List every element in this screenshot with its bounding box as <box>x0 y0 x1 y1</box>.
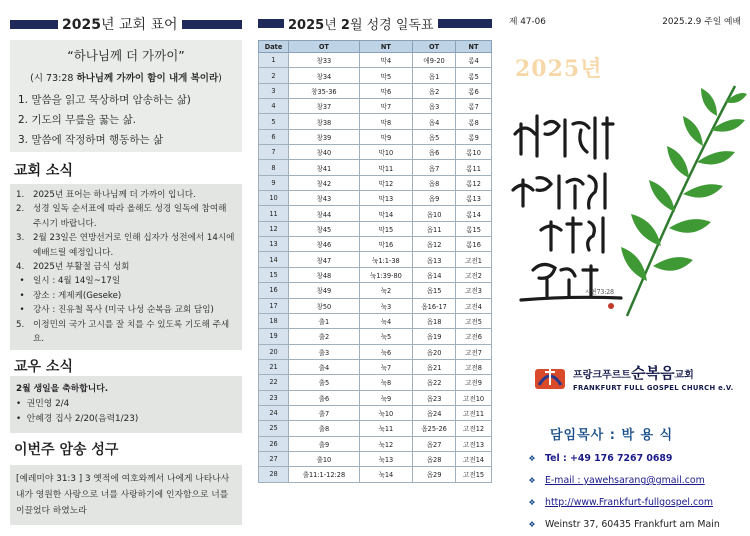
reading-cell: 눅6 <box>359 344 412 359</box>
title-bar-left <box>258 19 284 28</box>
calligraphy-ref: 시편73:28 <box>585 289 614 296</box>
table-row <box>259 252 492 267</box>
date-cell: 26 <box>259 436 289 451</box>
reading-cell: 막8 <box>359 114 412 129</box>
reading-cell: 출1 <box>289 313 360 328</box>
motto-list <box>14 90 238 150</box>
reading-cell: 옵7 <box>413 160 456 175</box>
news-item: • 장소 : 게제케(Geseke) <box>19 290 122 301</box>
table-row <box>259 129 492 144</box>
title-bar-right <box>438 19 492 28</box>
reading-cell: 옵3 <box>413 99 456 114</box>
reading-cell: 고전6 <box>456 329 492 344</box>
issue-date: 2025.2.9 주일 예배 <box>662 17 741 27</box>
date-cell: 25 <box>259 421 289 436</box>
table-row <box>259 283 492 298</box>
table-row <box>259 298 492 313</box>
reading-cell: 옵8 <box>413 175 456 190</box>
reading-cell: 출11:1-12:28 <box>289 467 360 482</box>
reading-cell: 롬5 <box>456 68 492 83</box>
table-row <box>259 467 492 482</box>
reading-cell: 창41 <box>289 160 360 175</box>
memory-verse-box: [예레미야 31:3 ] 3 옛적에 여호와께서 나에게 나타나사 내가 영원한 사랑으로 너를 사랑하기에 인자함으로 너를 이끌었다 하였노라 <box>10 465 242 525</box>
birthday-box <box>10 376 242 433</box>
left-panel <box>10 14 242 525</box>
contact-web[interactable] <box>527 492 720 514</box>
birthday-item: • 안혜경 집사 2/20(음력1/23) <box>16 414 139 425</box>
reading-cell: 막13 <box>359 191 412 206</box>
reading-cell: 고전10 <box>456 390 492 405</box>
reading-cell: 고전13 <box>456 436 492 451</box>
col-header-date: Date <box>259 41 289 53</box>
diamond-bullet-icon: ❖ <box>528 454 536 463</box>
contact-list <box>527 448 720 536</box>
news-title: 교회 소식 <box>14 163 73 179</box>
reading-cell: 옵28 <box>413 451 456 466</box>
date-cell: 27 <box>259 451 289 466</box>
reading-cell: 창43 <box>289 191 360 206</box>
contact-address: ❖ Weinstr 37, 60435 Frankfurt am Main <box>527 514 720 536</box>
reading-cell: 창42 <box>289 175 360 190</box>
date-cell: 9 <box>259 175 289 190</box>
reading-cell: 옵24 <box>413 405 456 420</box>
date-cell: 21 <box>259 359 289 374</box>
reading-cell: 롬9 <box>456 129 492 144</box>
col-header-ot: OT <box>289 41 360 53</box>
reading-cell: 옵5 <box>413 129 456 144</box>
reading-cell: 눅8 <box>359 375 412 390</box>
date-cell: 14 <box>259 252 289 267</box>
reading-cell: 출5 <box>289 375 360 390</box>
reading-cell: 고전8 <box>456 359 492 374</box>
table-row <box>259 451 492 466</box>
reading-cell: 옵14 <box>413 267 456 282</box>
reading-cell: 옵10 <box>413 206 456 221</box>
date-cell: 28 <box>259 467 289 482</box>
table-row <box>259 267 492 282</box>
reading-cell: 옵27 <box>413 436 456 451</box>
reading-cell: 눅13 <box>359 451 412 466</box>
news-box <box>10 184 242 350</box>
reading-cell: 고전14 <box>456 451 492 466</box>
table-row <box>259 206 492 221</box>
col-header-ot2: OT <box>413 41 456 53</box>
reading-cell: 출6 <box>289 390 360 405</box>
reading-cell: 애9-20 <box>413 53 456 68</box>
table-row <box>259 375 492 390</box>
date-cell: 2 <box>259 68 289 83</box>
table-row <box>259 359 492 374</box>
diamond-bullet-icon: ❖ <box>528 520 536 529</box>
date-cell: 18 <box>259 313 289 328</box>
reading-cell: 창40 <box>289 145 360 160</box>
reading-cell: 눅14 <box>359 467 412 482</box>
diamond-bullet-icon: ❖ <box>528 498 536 507</box>
reading-cell: 옵16-17 <box>413 298 456 313</box>
date-cell: 6 <box>259 129 289 144</box>
birthday-item: • 권민영 2/4 <box>16 399 70 410</box>
reading-cell: 고전15 <box>456 467 492 482</box>
reading-cell: 출10 <box>289 451 360 466</box>
date-cell: 20 <box>259 344 289 359</box>
table-row <box>259 421 492 436</box>
news-item: 3. 2월 23일은 연방선거로 인해 십자가 성전에서 14시에 예배드릴 예정입니다. <box>16 233 235 258</box>
reading-cell: 고전3 <box>456 283 492 298</box>
motto-verse: (시 73:28 하나님께 가까이 함이 내게 복이라) <box>30 73 222 84</box>
reading-cell: 막11 <box>359 160 412 175</box>
reading-cell: 눅7 <box>359 359 412 374</box>
reading-cell: 옵6 <box>413 145 456 160</box>
reading-cell: 창34 <box>289 68 360 83</box>
website-link[interactable]: http://www.Frankfurt-fullgospel.com <box>545 497 714 508</box>
date-cell: 19 <box>259 329 289 344</box>
reading-cell: 옵25-26 <box>413 421 456 436</box>
motto-title: 2025년 교회 표어 <box>62 17 178 33</box>
year-badge: 2025년 <box>515 56 603 82</box>
reading-cell: 눅1:39-80 <box>359 267 412 282</box>
date-cell: 11 <box>259 206 289 221</box>
reading-cell: 롬15 <box>456 221 492 236</box>
reading-cell: 막5 <box>359 68 412 83</box>
table-body <box>259 53 492 483</box>
table-row <box>259 99 492 114</box>
motto-item: 3. 말씀에 작정하며 행동하는 삶 <box>18 134 164 146</box>
reading-cell: 눅10 <box>359 405 412 420</box>
reading-cell: 옵23 <box>413 390 456 405</box>
contact-tel: ❖ Tel : +49 176 7267 0689 <box>527 448 720 470</box>
reading-cell: 롬7 <box>456 99 492 114</box>
reading-cell: 고전4 <box>456 298 492 313</box>
col-header-nt: NT <box>359 41 412 53</box>
table-header-row <box>259 41 492 53</box>
reading-cell: 창45 <box>289 221 360 236</box>
reading-cell: 롬16 <box>456 237 492 252</box>
table-row <box>259 68 492 83</box>
news-item: • 강사 : 진유철 목사 (미국 나성 순복음 교회 담임) <box>19 305 214 316</box>
table-row <box>259 405 492 420</box>
reading-cell: 옵2 <box>413 83 456 98</box>
table-row <box>259 390 492 405</box>
date-cell: 1 <box>259 53 289 68</box>
table-row <box>259 145 492 160</box>
reading-cell: 출2 <box>289 329 360 344</box>
motto-title-row <box>10 14 242 34</box>
calligraphy-artwork <box>507 94 627 314</box>
reading-cell: 출3 <box>289 344 360 359</box>
reading-cell: 눅5 <box>359 329 412 344</box>
reading-cell: 옵13 <box>413 252 456 267</box>
motto-box <box>10 40 242 152</box>
reading-cell: 옵29 <box>413 467 456 482</box>
reading-cell: 막9 <box>359 129 412 144</box>
table-row <box>259 191 492 206</box>
date-cell: 16 <box>259 283 289 298</box>
col-header-nt2: NT <box>456 41 492 53</box>
reading-cell: 출4 <box>289 359 360 374</box>
birthday-head: 2월 생일을 축하합니다. <box>16 384 109 395</box>
table-row <box>259 313 492 328</box>
reading-cell: 고전2 <box>456 267 492 282</box>
news-item: • 일시 : 4월 14일~17일 <box>19 276 121 287</box>
reading-cell: 창38 <box>289 114 360 129</box>
reading-plan-table <box>258 40 492 483</box>
reading-plan-title: 2025년 2월 성경 일독표 <box>258 14 492 33</box>
dept-news-title: 교우 소식 <box>14 359 73 376</box>
contact-email[interactable] <box>527 470 720 492</box>
reading-cell: 롬13 <box>456 191 492 206</box>
reading-cell: 막16 <box>359 237 412 252</box>
motto-head: “하나님께 더 가까이” <box>67 48 185 63</box>
church-name: 프랑크푸르트순복음교회 <box>573 364 694 382</box>
reading-cell: 옵12 <box>413 237 456 252</box>
reading-cell: 고전7 <box>456 344 492 359</box>
reading-cell: 옵9 <box>413 191 456 206</box>
table-row <box>259 175 492 190</box>
table-row <box>259 53 492 68</box>
reading-cell: 롬10 <box>456 145 492 160</box>
table-row <box>259 83 492 98</box>
reading-cell: 막12 <box>359 175 412 190</box>
reading-cell: 막6 <box>359 83 412 98</box>
reading-cell: 눅4 <box>359 313 412 328</box>
olive-branch-art <box>617 76 747 326</box>
table-row <box>259 329 492 344</box>
reading-cell: 롬6 <box>456 83 492 98</box>
date-cell: 5 <box>259 114 289 129</box>
table-row <box>259 221 492 236</box>
reading-cell: 창49 <box>289 283 360 298</box>
reading-cell: 창33 <box>289 53 360 68</box>
reading-cell: 롬4 <box>456 53 492 68</box>
date-cell: 17 <box>259 298 289 313</box>
reading-cell: 창44 <box>289 206 360 221</box>
date-cell: 22 <box>259 375 289 390</box>
reading-cell: 고전12 <box>456 421 492 436</box>
reading-cell: 출8 <box>289 421 360 436</box>
reading-cell: 창39 <box>289 129 360 144</box>
reading-cell: 막14 <box>359 206 412 221</box>
reading-cell: 옵19 <box>413 329 456 344</box>
news-item: 2. 성경 일독 순서표에 따라 올해도 성경 일독에 참여해 주시기 바랍니다. <box>16 204 227 229</box>
church-emblem-icon <box>533 363 567 391</box>
news-item: 1. 2025년 표어는 하나님께 더 가까이 입니다. <box>16 190 196 200</box>
date-cell: 4 <box>259 99 289 114</box>
issue-number: 제 47-06 <box>509 17 546 27</box>
reading-cell: 옵4 <box>413 114 456 129</box>
reading-cell: 눅1:1-38 <box>359 252 412 267</box>
reading-plan-panel <box>258 14 492 483</box>
date-cell: 24 <box>259 405 289 420</box>
email-link[interactable]: E-mail : yawehsarang@gmail.com <box>545 475 705 486</box>
church-logo <box>533 362 733 392</box>
reading-cell: 옵20 <box>413 344 456 359</box>
reading-cell: 눅11 <box>359 421 412 436</box>
reading-cell: 창35-36 <box>289 83 360 98</box>
reading-cell: 출9 <box>289 436 360 451</box>
reading-cell: 옵1 <box>413 68 456 83</box>
reading-cell: 눅3 <box>359 298 412 313</box>
reading-cell: 창47 <box>289 252 360 267</box>
cover-panel <box>505 14 745 530</box>
reading-cell: 롬8 <box>456 114 492 129</box>
reading-cell: 막15 <box>359 221 412 236</box>
issue-line <box>505 14 745 27</box>
memory-verse-title: 이번주 암송 성구 <box>14 442 119 459</box>
reading-cell: 막10 <box>359 145 412 160</box>
table-row <box>259 114 492 129</box>
motto-bar-left <box>10 20 58 29</box>
reading-cell: 롬12 <box>456 175 492 190</box>
reading-cell: 옵22 <box>413 375 456 390</box>
motto-bar-right <box>182 20 243 29</box>
reading-cell: 눅2 <box>359 283 412 298</box>
date-cell: 10 <box>259 191 289 206</box>
motto-item: 2. 기도의 무릎을 꿇는 삶. <box>18 114 136 126</box>
reading-cell: 눅9 <box>359 390 412 405</box>
date-cell: 15 <box>259 267 289 282</box>
reading-cell: 창46 <box>289 237 360 252</box>
reading-cell: 롬11 <box>456 160 492 175</box>
reading-cell: 고전1 <box>456 252 492 267</box>
reading-cell: 창50 <box>289 298 360 313</box>
reading-cell: 롬14 <box>456 206 492 221</box>
reading-cell: 막7 <box>359 99 412 114</box>
date-cell: 8 <box>259 160 289 175</box>
reading-cell: 고전5 <box>456 313 492 328</box>
table-row <box>259 436 492 451</box>
reading-cell: 막4 <box>359 53 412 68</box>
reading-cell: 고전11 <box>456 405 492 420</box>
reading-cell: 옵21 <box>413 359 456 374</box>
reading-cell: 옵11 <box>413 221 456 236</box>
table-row <box>259 237 492 252</box>
church-name-en: FRANKFURT FULL GOSPEL CHURCH e.V. <box>573 384 734 392</box>
date-cell: 12 <box>259 221 289 236</box>
reading-cell: 고전9 <box>456 375 492 390</box>
diamond-bullet-icon: ❖ <box>528 476 536 485</box>
reading-cell: 출7 <box>289 405 360 420</box>
reading-cell: 옵15 <box>413 283 456 298</box>
date-cell: 7 <box>259 145 289 160</box>
reading-cell: 창37 <box>289 99 360 114</box>
motto-item: 1. 말씀을 읽고 묵상하며 암송하는 삶) <box>18 94 191 106</box>
table-row <box>259 160 492 175</box>
reading-cell: 옵18 <box>413 313 456 328</box>
news-item: 5. 이정민의 국가 고시를 잘 치를 수 있도록 기도해 주세요. <box>16 319 230 345</box>
news-list <box>16 188 236 346</box>
table-row <box>259 344 492 359</box>
reading-cell: 창48 <box>289 267 360 282</box>
pastor-name: 담임목사 : 박 용 식 <box>550 428 674 443</box>
date-cell: 3 <box>259 83 289 98</box>
date-cell: 13 <box>259 237 289 252</box>
reading-cell: 눅12 <box>359 436 412 451</box>
news-item: 4. 2025년 부활절 금식 성회 <box>16 262 130 273</box>
date-cell: 23 <box>259 390 289 405</box>
